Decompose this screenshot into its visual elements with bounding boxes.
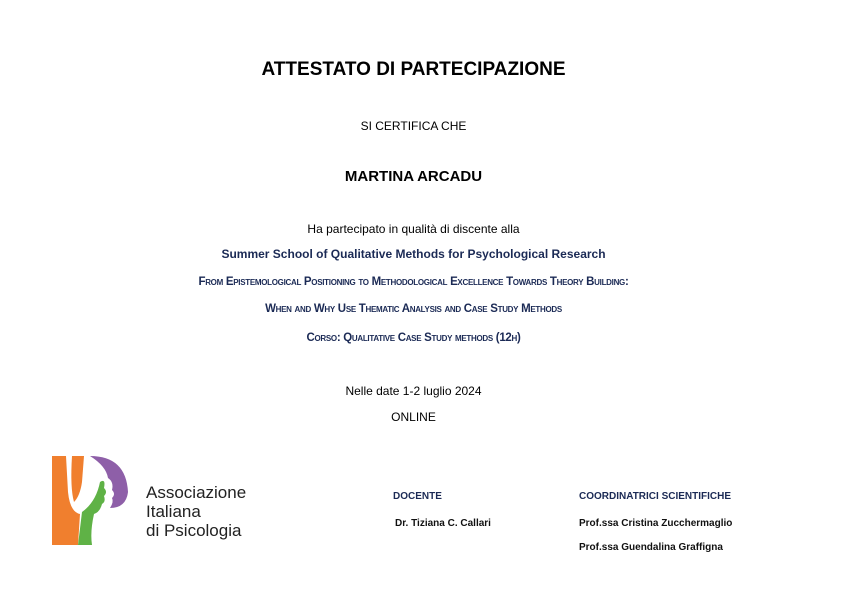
participation-text: Ha partecipato in qualità di discente alla	[307, 222, 520, 236]
recipient-name: MARTINA ARCADU	[344, 168, 483, 185]
dates-text: Nelle date 1-2 luglio 2024	[345, 384, 482, 398]
psi-head-logo-icon	[50, 452, 132, 545]
subtitle-line-2: When and Why Use Thematic Analysis and Case Study Methods	[265, 303, 562, 315]
logo-line-1: Associazione	[146, 483, 247, 502]
logo-line-3: di Psicologia	[146, 521, 242, 540]
docente-label: DOCENTE	[393, 491, 442, 502]
association-logo	[50, 452, 252, 545]
mode-text: ONLINE	[391, 410, 436, 424]
certificate-title: ATTESTATO DI PARTECIPAZIONE	[261, 59, 566, 80]
subtitle-line-1: From Epistemological Positioning to Methodological Excellence Towards Theory Building:	[198, 276, 629, 288]
school-name: Summer School of Qualitative Methods for Psychological Research	[221, 247, 606, 261]
logo-line-2: Italiana	[146, 502, 201, 521]
coordinator-name-1: Prof.ssa Cristina Zucchermaglio	[579, 518, 733, 529]
coordinator-name-2: Prof.ssa Guendalina Graffigna	[579, 542, 723, 553]
certifies-text: SI CERTIFICA CHE	[360, 119, 467, 133]
docente-name: Dr. Tiziana C. Callari	[395, 518, 491, 529]
coordinators-label: COORDINATRICI SCIENTIFICHE	[579, 491, 732, 502]
course-name: Corso: Qualitative Case Study methods (12h)	[306, 332, 521, 344]
